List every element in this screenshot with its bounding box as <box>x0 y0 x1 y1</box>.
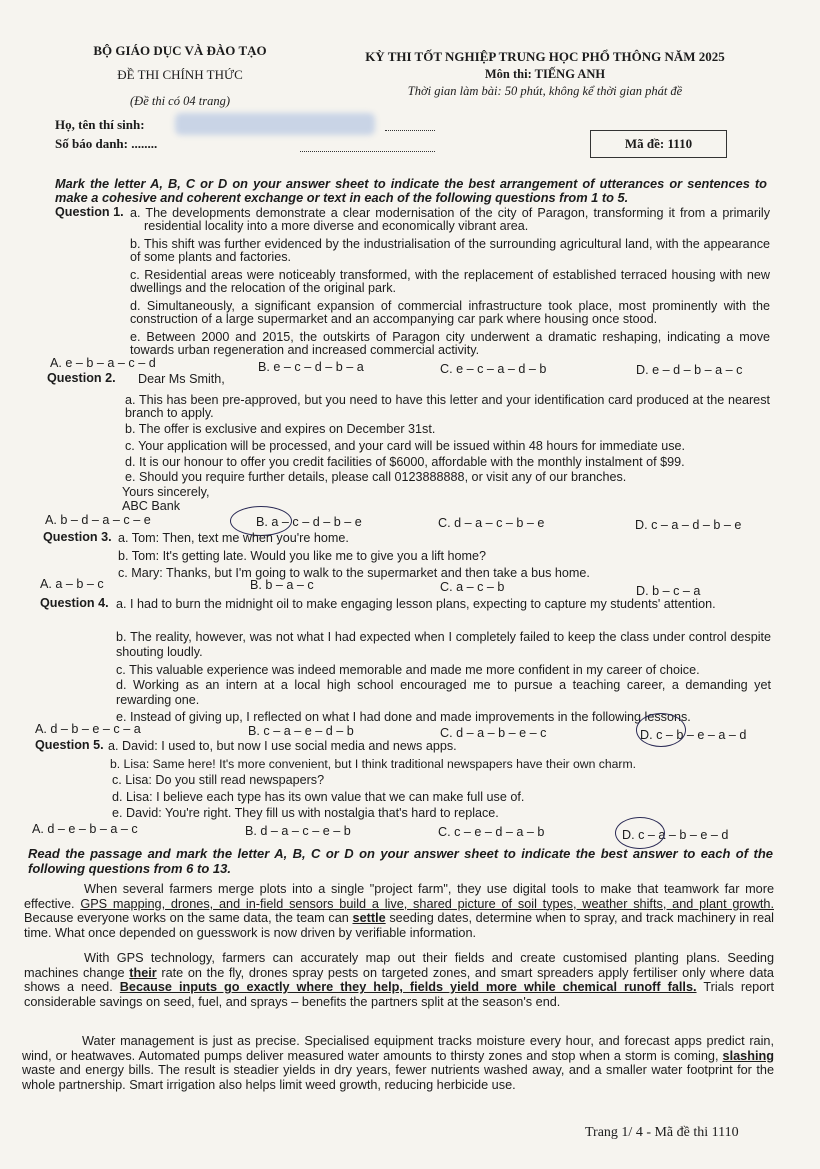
q4-sentence-e: e. Instead of giving up, I reflected on what I had done and made improvements in the following lessons. <box>116 710 691 724</box>
q5-sentence-a: a. David: I used to, but now I use social media and news apps. <box>108 739 457 753</box>
q4-sentence-b: b. The reality, however, was not what I had expected when I completely failed to keep the class under control despite shouting loudly. <box>116 630 771 659</box>
candidate-name-label: Họ, tên thí sinh: <box>55 117 145 132</box>
q3-sentence-b: b. Tom: It's getting late. Would you like me to give you a lift home? <box>118 549 487 563</box>
q2-label: Question 2. <box>47 371 116 385</box>
q2-option-a[interactable]: A. b – d – a – c – e <box>45 513 151 527</box>
q1-option-c[interactable]: C. e – c – a – d – b <box>440 362 547 376</box>
q4-label: Question 4. <box>40 596 109 610</box>
passage-paragraph-2 <box>24 951 774 1009</box>
q1-sentence-b: b. This shift was further evidenced by the industrialisation of the surrounding agricultural land, with the appearance of some plants and factories. <box>130 237 770 264</box>
keyword-settle: settle <box>352 911 386 926</box>
q1-sentence-e: e. Between 2000 and 2015, the outskirts of Paragon city underwent a dramatic reshaping, indicating a move towards urban regeneration and increased commercial activity. <box>130 330 770 357</box>
candidate-id-label: Số báo danh: ........ <box>55 136 158 151</box>
q4-option-b[interactable]: B. c – a – e – d – b <box>248 724 354 738</box>
q2-sentence-d: d. It is our honour to offer you credit facilities of $6000, affordable with the monthly instalment of $99. <box>125 455 685 469</box>
redacted-name <box>175 113 375 135</box>
q1-option-a[interactable]: A. e – b – a – c – d <box>50 356 156 370</box>
q2-closing: Yours sincerely, <box>122 485 210 499</box>
q5-option-a[interactable]: A. d – e – b – a – c <box>32 822 138 836</box>
q4-answer-circle <box>636 713 686 747</box>
q3-option-a[interactable]: A. a – b – c <box>40 577 104 591</box>
q3-label: Question 3. <box>43 530 112 544</box>
keyword-slashing: slashing <box>722 1048 774 1063</box>
q3-option-b[interactable]: B. b – a – c <box>250 578 314 592</box>
q5-option-c[interactable]: C. c – e – d – a – b <box>438 825 545 839</box>
q2-sentence-e: e. Should you require further details, please call 0123888888, or visit any of our branches. <box>125 470 627 484</box>
p3-text-1: Water management is just as precise. Specialised equipment tracks moisture every hour, and forecast apps predict rain, wind, or heatwaves. Automated pumps deliver measured water amounts to thirsty zones and stop when a storm is coming, <box>22 1034 774 1063</box>
name-dotted-line <box>385 130 435 131</box>
q2-sentence-a: a. This has been pre-approved, but you need to have this letter and your identification card produced at the nearest branch to apply. <box>125 393 770 420</box>
q1-sentence-d: d. Simultaneously, a significant expansion of commercial infrastructure took place, most prominently with the construction of a large supermarket and an accompanying car park where housing once stood. <box>130 299 770 326</box>
q2-sentence-c: c. Your application will be processed, and your card will be issued within 48 hours for immediate use. <box>125 439 686 453</box>
q4-option-a[interactable]: A. d – b – e – c – a <box>35 722 141 736</box>
q4-sentence-c: c. This valuable experience was indeed memorable and made me more confident in my career of choice. <box>116 663 700 677</box>
q4-sentence-a: a. I had to burn the midnight oil to make engaging lesson plans, expecting to capture my students' attention. <box>116 597 716 611</box>
q3-option-d[interactable]: D. b – c – a <box>636 584 701 598</box>
page-count-note: (Đề thi có 04 trang) <box>130 94 230 108</box>
p2-bold-sentence: Because inputs go exactly where they help, fields yield more while chemical runoff falls. <box>119 980 697 995</box>
p1-text-2: Because everyone works on the same data, the team can <box>24 911 353 926</box>
p1-text-1: When several farmers merge plots into a single "project farm", they use digital tools to make that teamwork far more effective. <box>24 882 774 911</box>
q5-label: Question 5. <box>35 738 104 752</box>
q5-sentence-b: b. Lisa: Same here! It's more convenient, but I think traditional newspapers have their own charm. <box>110 757 636 771</box>
q5-option-d[interactable]: D. c – a – b – e – d <box>622 828 729 842</box>
p2-text-2: rate on the fly, drones spray pests on targeted zones, and smart spreaders apply fertiliser only where data shows a need. <box>24 965 774 995</box>
q2-greeting: Dear Ms Smith, <box>138 372 225 386</box>
q2-option-d[interactable]: D. c – a – d – b – e <box>635 518 742 532</box>
q1-sentence-a: a. The developments demonstrate a clear modernisation of the city of Paragon, transforming it from a primarily residential locality into a more diverse and economically vibrant area. <box>130 206 770 233</box>
q3-sentence-c: c. Mary: Thanks, but I'm going to walk to the supermarket and then take a bus home. <box>118 566 590 580</box>
page-footer: Trang 1/ 4 - Mã đề thi 1110 <box>585 1125 739 1140</box>
q3-option-c[interactable]: C. a – c – b <box>440 580 505 594</box>
q5-answer-circle <box>615 817 665 849</box>
p1-underlined-sentence: GPS mapping, drones, and in-field sensors build a live, shared picture of soil types, weather shifts, and plant growth. <box>80 896 774 911</box>
q2-option-b[interactable]: B. a – c – d – b – e <box>256 515 362 529</box>
keyword-their: their <box>129 965 157 980</box>
q5-sentence-d: d. Lisa: I believe each type has its own value that we can make full use of. <box>112 790 525 804</box>
ministry-name: BỘ GIÁO DỤC VÀ ĐÀO TẠO <box>93 43 267 58</box>
q5-sentence-c: c. Lisa: Do you still read newspapers? <box>112 773 325 787</box>
q5-sentence-e: e. David: You're right. They fill us with nostalgia that's hard to replace. <box>112 806 499 820</box>
p2-text-1: With GPS technology, farmers can accurately map out their fields and create customised planting plans. Seeding machines change <box>24 951 774 980</box>
section1-instruction: Mark the letter A, B, C or D on your answer sheet to indicate the best arrangement of utterances or sentences to make a cohesive and coherent exchange or text in each of the following questions from 1 to 5. <box>55 176 767 205</box>
q5-option-b[interactable]: B. d – a – c – e – b <box>245 824 351 838</box>
exam-code: Mã đề: 1110 <box>624 136 693 151</box>
id-dotted-line <box>300 151 435 152</box>
time-note: Thời gian làm bài: 50 phút, không kể thời gian phát đề <box>407 84 683 98</box>
q2-sentence-b: b. The offer is exclusive and expires on December 31st. <box>125 422 436 436</box>
q3-sentence-a: a. Tom: Then, text me when you're home. <box>118 531 349 545</box>
passage-paragraph-1 <box>24 882 774 940</box>
p2-text-3: Trials report considerable savings on seed, fuel, and sprays – benefits the partners split at the season's end. <box>24 980 774 1009</box>
q1-option-b[interactable]: B. e – c – d – b – a <box>258 360 364 374</box>
section2-instruction: Read the passage and mark the letter A, B, C or D on your answer sheet to indicate the best answer to each of the following questions from 6 to 13. <box>28 846 773 876</box>
official-exam-label: ĐỀ THI CHÍNH THỨC <box>117 67 243 82</box>
p3-text-2: waste and energy bills. The result is steadier yields in dry years, fewer nutrients washed away, and a smaller water footprint for the whole partnership. Smart irrigation also helps limit weed growth, reducing herbicide use. <box>22 1063 774 1092</box>
q4-sentence-d: d. Working as an intern at a local high school encouraged me to pursue a teaching career, a demanding yet rewarding one. <box>116 678 771 707</box>
q2-sender: ABC Bank <box>122 499 181 513</box>
q4-option-c[interactable]: C. d – a – b – e – c <box>440 726 547 740</box>
p1-text-3: seeding dates, determine when to spray, and track machinery in real time. What once depended on guesswork is now driven by verifiable information. <box>24 911 775 940</box>
q2-option-c[interactable]: C. d – a – c – b – e <box>438 516 545 530</box>
q1-label: Question 1. <box>55 205 124 219</box>
exam-title: KỲ THI TỐT NGHIỆP TRUNG HỌC PHỔ THÔNG NĂM 2025 <box>365 49 725 64</box>
subject-label: Môn thi: TIẾNG ANH <box>484 67 606 81</box>
q1-sentence-c: c. Residential areas were noticeably transformed, with the replacement of established terraced housing with new dwellings and the relocation of the original park. <box>130 268 770 295</box>
passage-paragraph-3 <box>22 1034 774 1092</box>
q4-option-d[interactable]: D. c – b – e – a – d <box>640 728 747 742</box>
q1-option-d[interactable]: D. e – d – b – a – c <box>636 363 743 377</box>
